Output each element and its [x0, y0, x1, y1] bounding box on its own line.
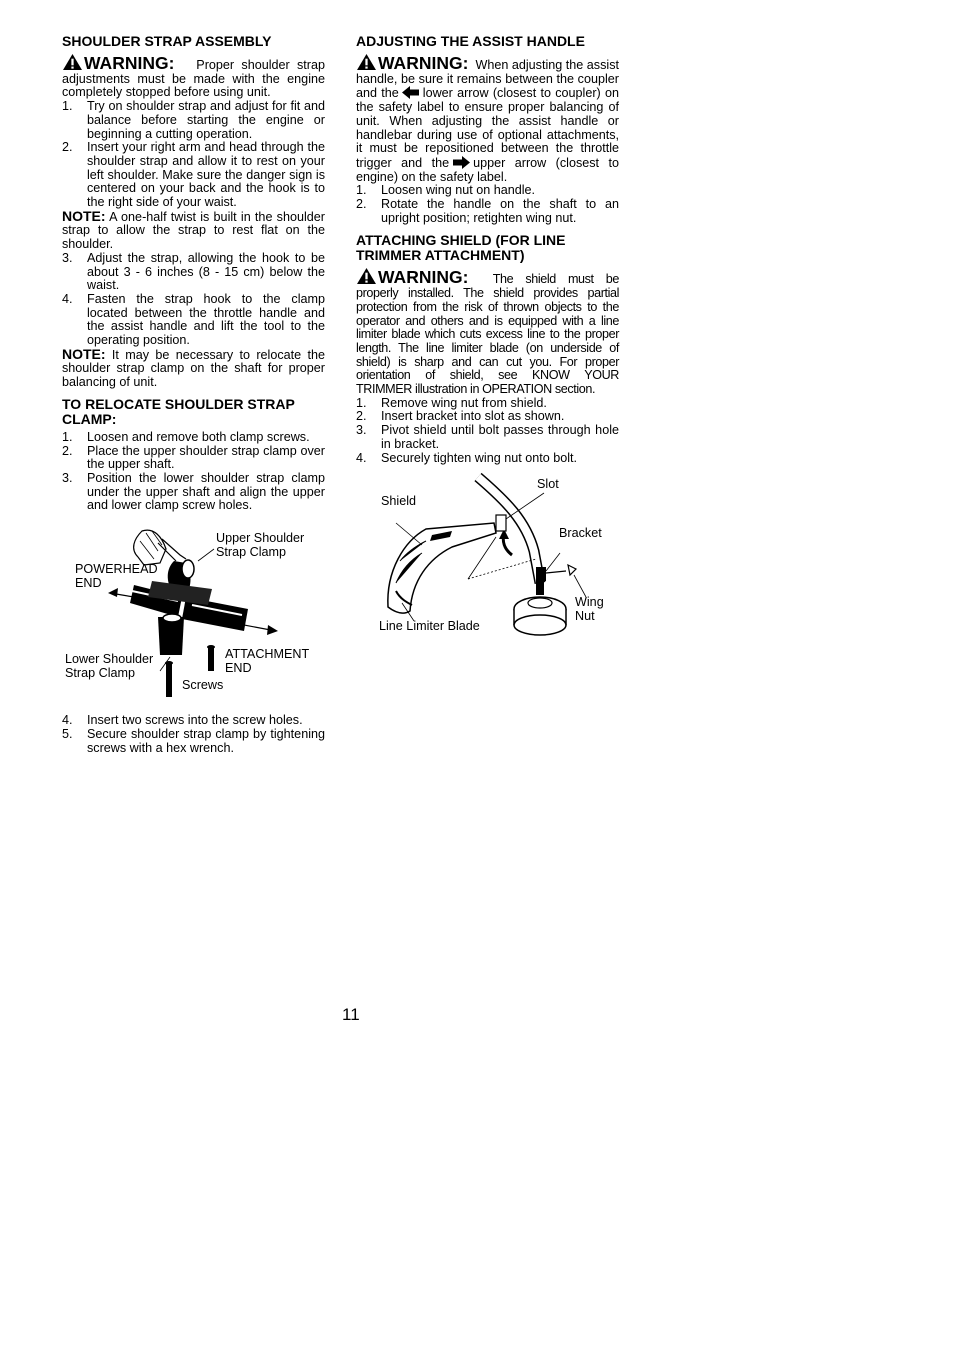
assist-handle-heading: ADJUSTING THE ASSIST HANDLE	[356, 33, 585, 49]
slot-label: Slot	[537, 477, 559, 492]
list-item: 1. Loosen and remove both clamp screws.	[62, 429, 310, 444]
list-item: 2. Insert your right arm and head through the shoulder strap and allow it to rest on your left shoulder. Make sure the danger sign is centered on your back and the hook is to the right side of your waist.	[62, 140, 325, 210]
warning-label: WARNING:	[378, 53, 469, 73]
warning-triangle-icon	[356, 267, 377, 285]
list-item: 3. Adjust the strap, allowing the hook to be about 3 - 6 inches (8 - 15 cm) below the waist.	[62, 250, 325, 293]
attaching-shield-heading: ATTACHING SHIELD (FOR LINE TRIMMER ATTACHMENT)	[356, 232, 566, 264]
bracket-label: Bracket	[559, 526, 602, 541]
page-number: 11	[342, 1005, 360, 1024]
list-item: 4. Securely tighten wing nut onto bolt.	[356, 450, 578, 465]
strap-steps-list	[62, 100, 325, 210]
shield-steps-list	[356, 397, 619, 466]
right-arrow-icon	[452, 156, 470, 169]
warning-label: WARNING:	[84, 53, 175, 73]
right-column	[356, 34, 619, 661]
note-block: NOTE: A one-half twist is built in the shoulder strap to allow the strap to rest flat on the shoulder.	[62, 207, 325, 252]
upper-clamp-label: Upper Shoulder Strap Clamp	[216, 531, 305, 560]
shield-figure	[356, 471, 619, 661]
shoulder-strap-heading: SHOULDER STRAP ASSEMBLY	[62, 33, 272, 49]
lower-clamp-label: Lower Shoulder Strap Clamp	[65, 652, 154, 681]
assist-handle-steps-list	[356, 184, 619, 225]
powerhead-end-label: POWERHEAD END	[75, 562, 158, 591]
note-block: NOTE: It may be necessary to relocate the shoulder strap clamp on the shaft for proper balancing of unit.	[62, 345, 326, 390]
warning-triangle-icon	[356, 53, 377, 71]
list-item: 1. Loosen wing nut on handle.	[356, 183, 536, 198]
list-item: 2. Rotate the handle on the shaft to an upright position; retighten wing nut.	[356, 197, 619, 225]
warning-block: WARNING: When adjusting the assist handle, be sure it remains between the coupler and the lower arrow (closest to coupler) on the safety label to ensure proper balancing of unit. When adjusting the assist handle or handlebar during use of optional attachments, it must be repositioned between the throttle trigger and the upper arrow (closest to engine) on the safety label.	[356, 53, 619, 184]
shield-label: Shield	[381, 494, 417, 509]
clamp-figure	[62, 521, 325, 716]
screws-label: Screws	[182, 678, 224, 693]
list-item: 3. Position the lower shoulder strap clamp under the upper shaft and align the upper and lower clamp screw holes.	[62, 470, 325, 513]
left-column	[62, 34, 325, 755]
wing-nut-label: Wing Nut	[575, 595, 604, 624]
warning-text: Proper shoulder strap adjustments must be made with the engine completely stopped before using unit.	[62, 58, 325, 100]
list-item: 4. Insert two screws into the screw holes.	[62, 713, 303, 728]
strap-steps-list-continued	[62, 252, 325, 348]
relocate-steps-list	[62, 431, 325, 513]
warning-block: WARNING: The shield must be properly installed. The shield provides partial protection from the risk of thrown objects to the operator and others and is equipped with a line limiter blade which cuts excess line to the proper length. The line limiter blade (on underside of shield) is sharp and can cut you. For proper orientation of shield, see KNOW YOUR TRIMMER illustration in OPERATION section.	[356, 267, 620, 397]
attachment-end-label: ATTACHMENT END	[225, 647, 310, 676]
list-item: 2. Place the upper shoulder strap clamp over the upper shaft.	[62, 443, 325, 472]
list-item: 4. Fasten the strap hook to the clamp located between the throttle handle and the assist handle and lift the tool to the operating position.	[62, 291, 325, 348]
final-steps-list	[62, 714, 325, 755]
warning-block	[62, 53, 325, 100]
list-item: 2. Insert bracket into slot as shown.	[356, 409, 565, 424]
list-item: 1. Remove wing nut from shield.	[356, 395, 547, 410]
warning-label: WARNING:	[378, 267, 469, 288]
left-arrow-icon	[402, 86, 420, 99]
list-item: 5. Secure shoulder strap clamp by tightening screws with a hex wrench.	[62, 726, 325, 755]
relocate-clamp-heading: TO RELOCATE SHOULDER STRAP CLAMP:	[62, 395, 295, 427]
list-item: 3. Pivot shield until bolt passes through hole in bracket.	[356, 423, 619, 451]
line-limiter-label: Line Limiter Blade	[379, 619, 480, 634]
list-item: 1. Try on shoulder strap and adjust for fit and balance before starting the engine or beginning a cutting operation.	[62, 99, 325, 141]
warning-triangle-icon	[62, 53, 83, 71]
